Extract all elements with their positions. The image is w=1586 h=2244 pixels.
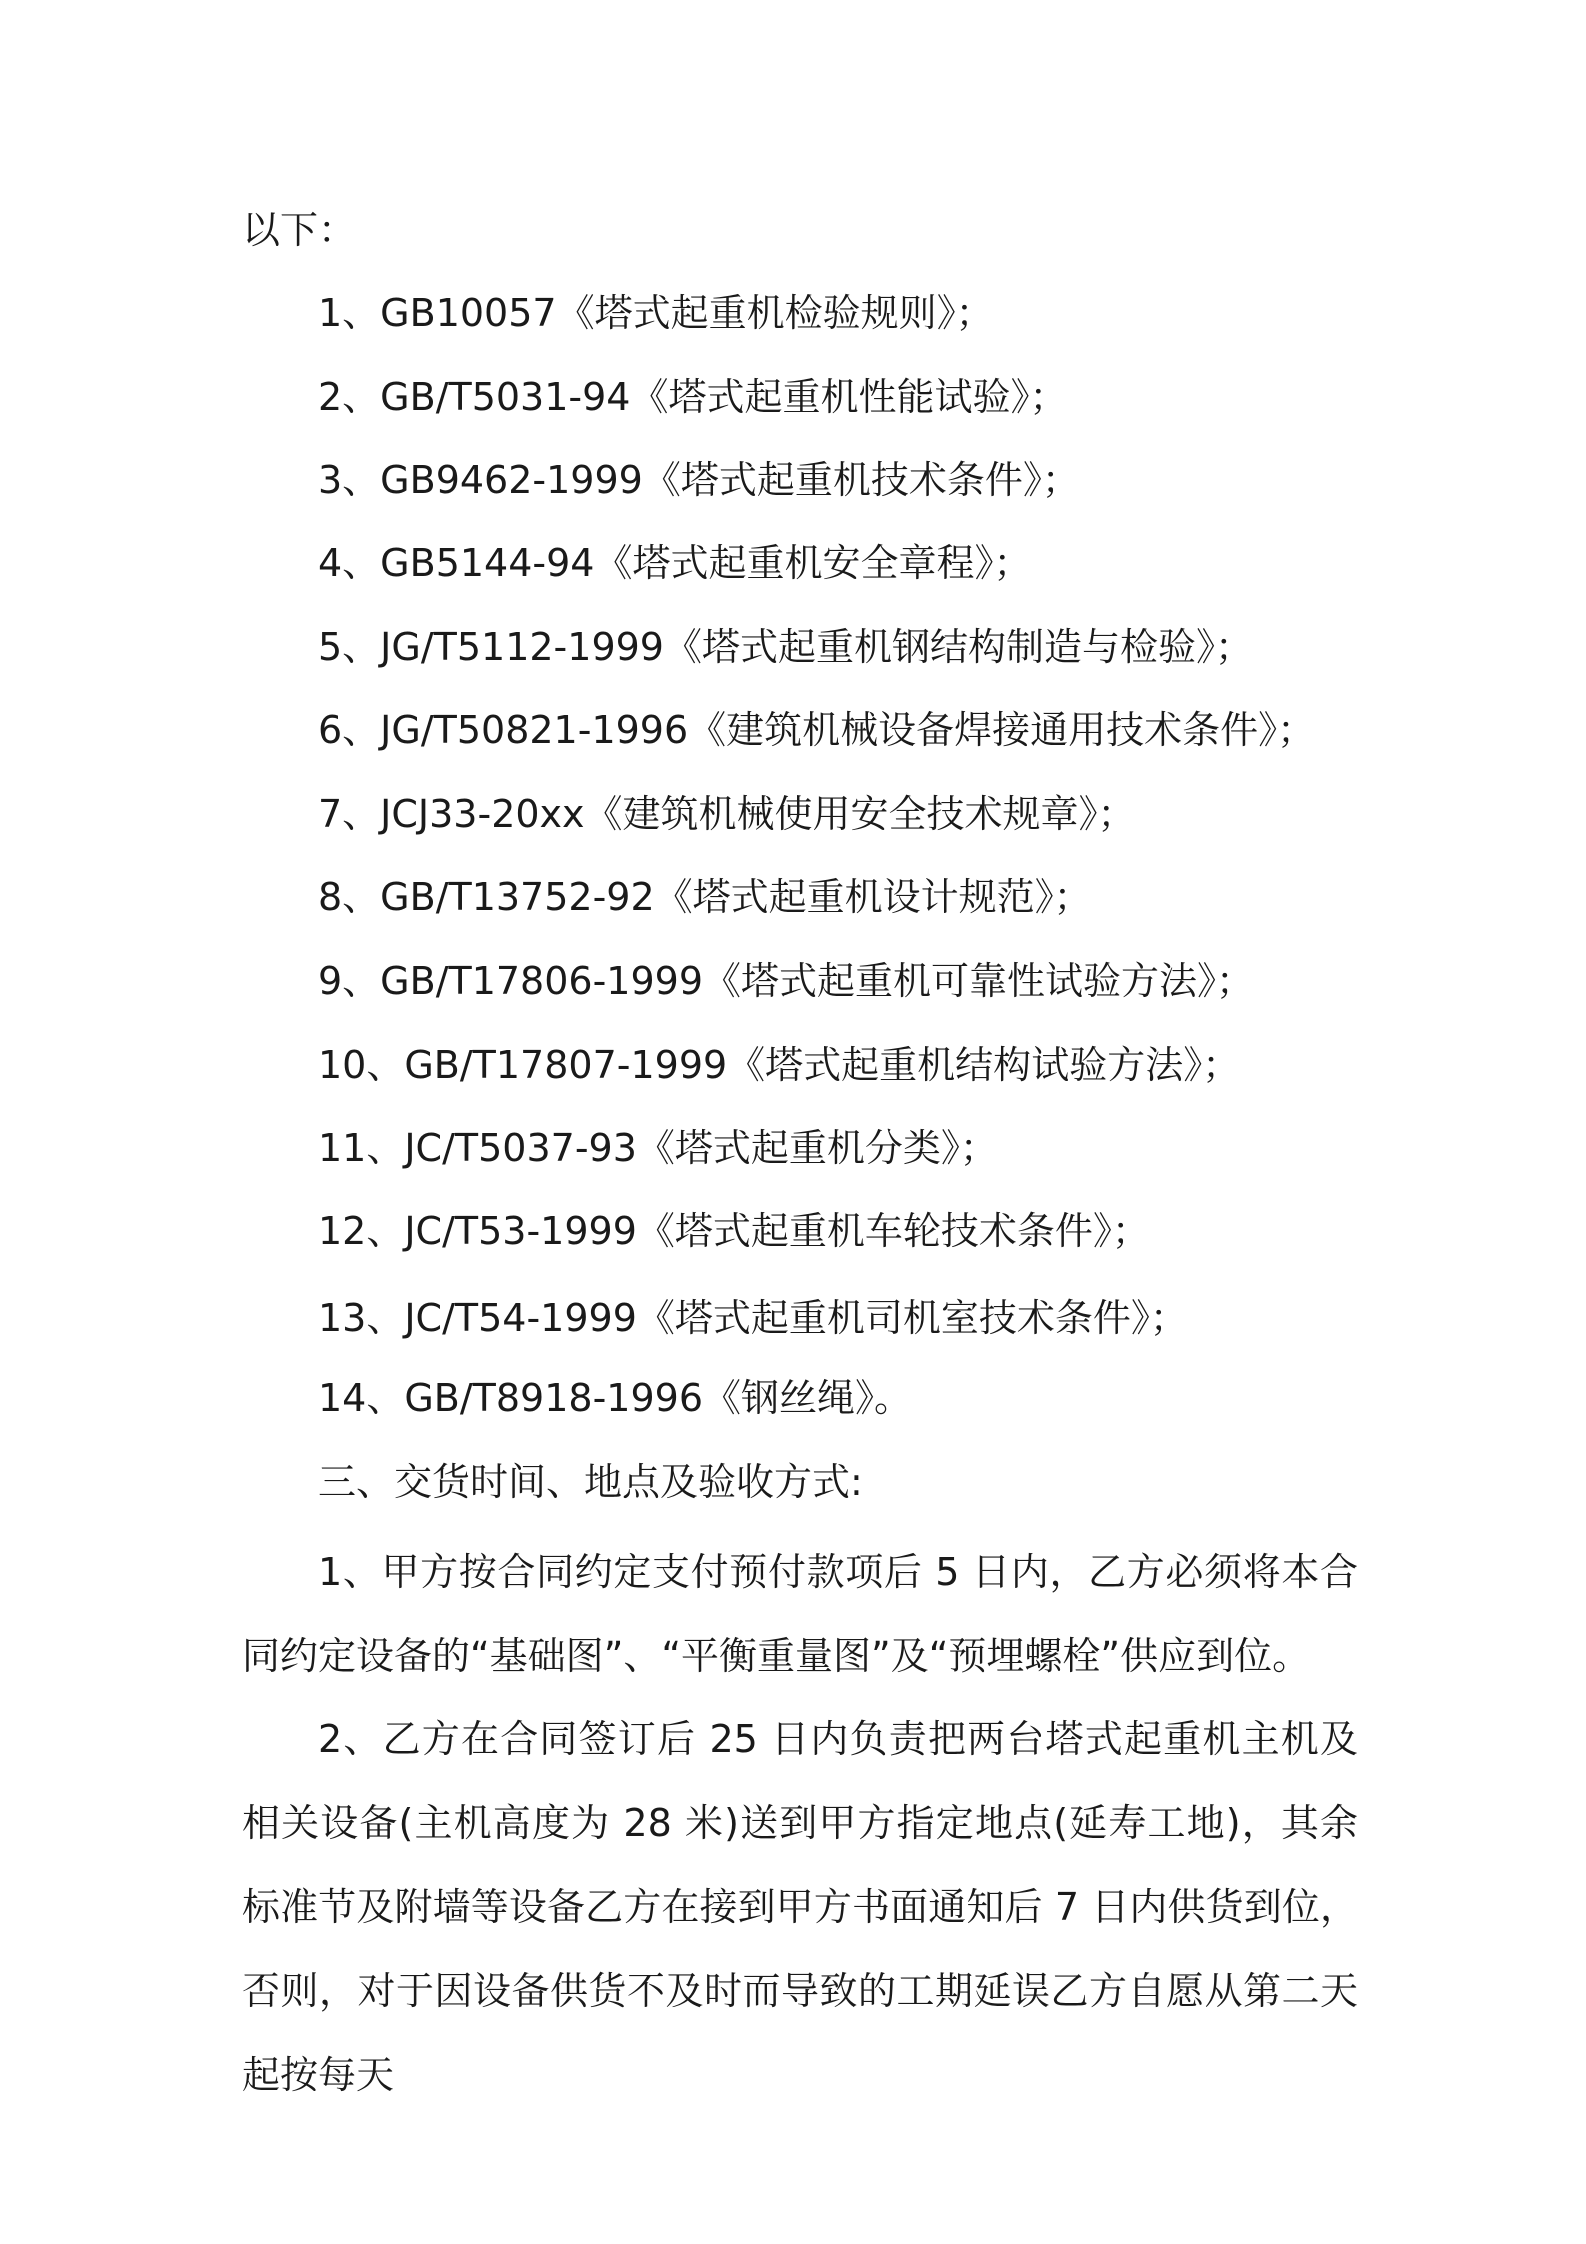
standard-item-13: 13、JC/T54-1999《塔式起重机司机室技术条件》； xyxy=(318,1296,1188,1340)
paragraph-1 xyxy=(242,1530,1358,1698)
standard-item-7: 7、JCJ33-20xx《建筑机械使用安全技术规章》； xyxy=(318,792,1136,836)
standard-item-14: 14、GB/T8918-1996《钢丝绳》。 xyxy=(318,1376,913,1420)
standard-item-6: 6、JG/T50821-1996《建筑机械设备焊接通用技术条件》； xyxy=(318,708,1316,752)
standard-item-12: 12、JC/T53-1999《塔式起重机车轮技术条件》； xyxy=(318,1209,1150,1253)
standard-item-10: 10、GB/T17807-1999《塔式起重机结构试验方法》； xyxy=(318,1043,1241,1087)
section-heading: 三、交货时间、地点及验收方式: xyxy=(318,1460,863,1504)
paragraph-2-text: 2、乙方在合同签订后 25 日内负责把两台塔式起重机主机及相关设备(主机高度为 28 米)送到甲方指定地点(延寿工地)，其余标准节及附墙等设备乙方在接到甲方书面通知后 7 日内供货到位，否则，对于因设备供货不及时而导致的工期延误乙方自愿从第二天起按每天 xyxy=(242,1717,1358,2097)
standard-item-8: 8、GB/T13752-92《塔式起重机设计规范》； xyxy=(318,875,1092,919)
standard-item-5: 5、JG/T5112-1999《塔式起重机钢结构制造与检验》； xyxy=(318,625,1253,669)
standard-item-4: 4、GB5144-94《塔式起重机安全章程》； xyxy=(318,541,1032,585)
standard-item-2: 2、GB/T5031-94《塔式起重机性能试验》； xyxy=(318,375,1068,419)
paragraph-2 xyxy=(242,1697,1358,2117)
intro-text: 以下： xyxy=(242,208,357,252)
standard-item-9: 9、GB/T17806-1999《塔式起重机可靠性试验方法》； xyxy=(318,959,1255,1003)
paragraph-1-text: 1、甲方按合同约定支付预付款项后 5 日内，乙方必须将本合同约定设备的“基础图”、“平衡重量图”及“预埋螺栓”供应到位。 xyxy=(242,1550,1358,1678)
standard-item-3: 3、GB9462-1999《塔式起重机技术条件》； xyxy=(318,458,1080,502)
standard-item-1: 1、GB10057《塔式起重机检验规则》； xyxy=(318,291,994,335)
standard-item-11: 11、JC/T5037-93《塔式起重机分类》； xyxy=(318,1126,998,1170)
